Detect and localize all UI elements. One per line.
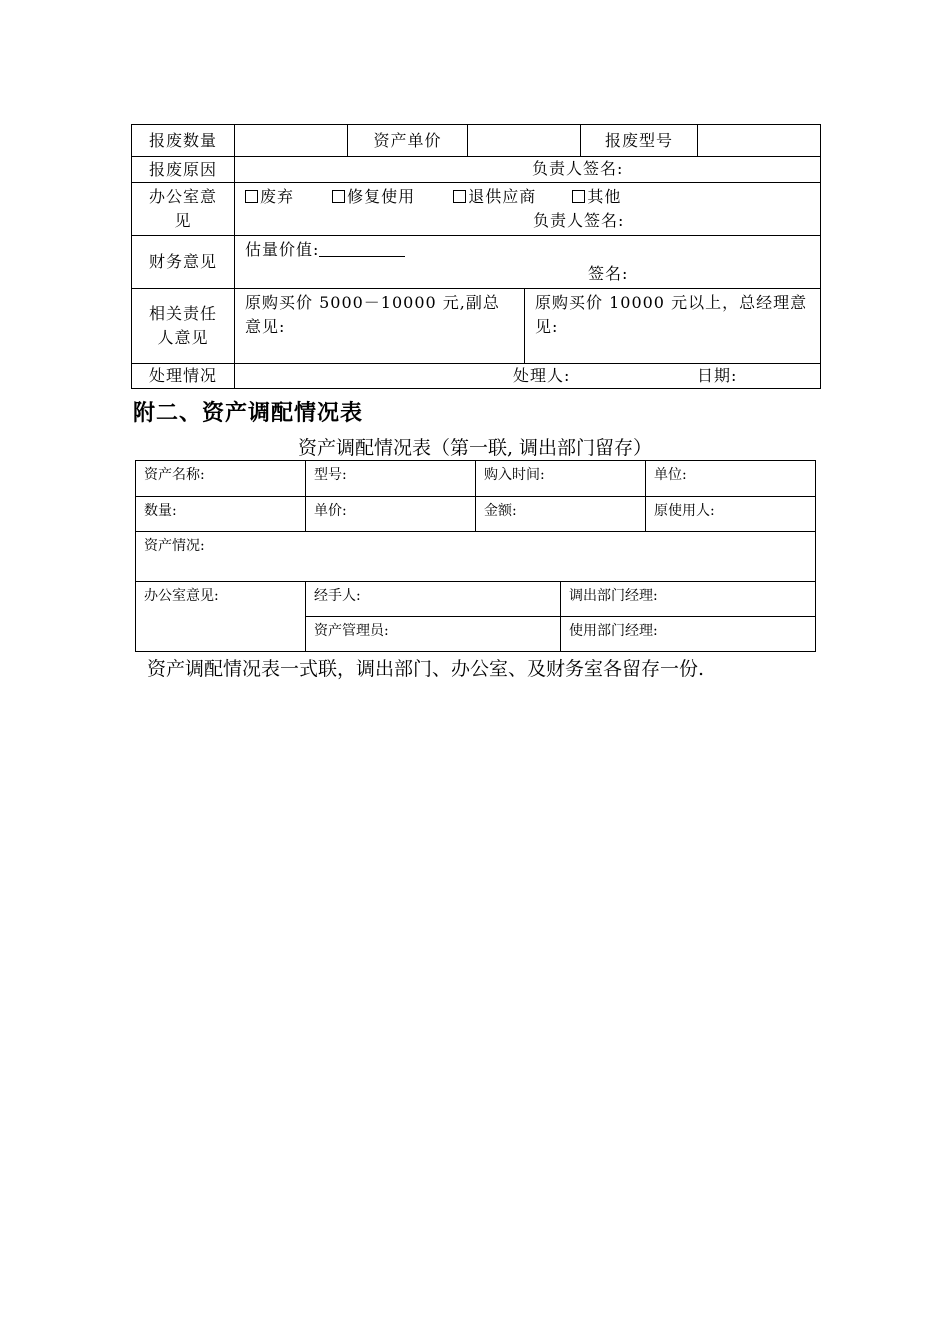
asset-name-field[interactable]: 资产名称: — [136, 461, 306, 497]
finance-opinion-field — [235, 236, 821, 289]
scrap-form-table — [131, 124, 821, 389]
option-discard[interactable]: 废弃 — [245, 187, 294, 206]
footnote: 资产调配情况表一式联，调出部门、办公室、及财务室各留存一份. — [147, 658, 705, 680]
checkbox-icon[interactable] — [572, 190, 585, 203]
finance-signature: 签名: — [588, 264, 629, 283]
handling-field — [235, 364, 821, 389]
option-other[interactable]: 其他 — [572, 187, 621, 206]
office-opinion-field-2[interactable]: 办公室意见: — [136, 582, 306, 652]
estimate-label: 估量价值: — [245, 240, 320, 259]
quantity-field[interactable]: 数量: — [136, 497, 306, 532]
amount-field[interactable]: 金额: — [476, 497, 646, 532]
section-heading: 附二、资产调配情况表 — [133, 401, 364, 426]
asset-status-field[interactable]: 资产情况: — [136, 532, 816, 582]
responsible-opinion-label-text: 相关责任人意见 — [148, 304, 217, 347]
unit-field[interactable]: 单位: — [646, 461, 816, 497]
checkbox-icon[interactable] — [332, 190, 345, 203]
purchase-time-field[interactable]: 购入时间: — [476, 461, 646, 497]
out-dept-manager-field[interactable]: 调出部门经理: — [561, 582, 816, 617]
option-repair[interactable]: 修复使用 — [332, 187, 415, 206]
office-opinion-field — [235, 183, 821, 236]
finance-opinion-label: 财务意见 — [132, 236, 235, 289]
unit-price-field[interactable] — [468, 125, 581, 157]
scrap-qty-field[interactable] — [235, 125, 348, 157]
model-field[interactable]: 型号: — [306, 461, 476, 497]
estimate-input[interactable] — [319, 240, 405, 257]
option-return-supplier[interactable]: 退供应商 — [453, 187, 536, 206]
vp-opinion-field[interactable]: 原购买价 5000－10000 元,副总意见: — [235, 289, 525, 364]
scrap-reason-field[interactable] — [235, 157, 821, 183]
scrap-model-label: 报废型号 — [581, 125, 698, 157]
handler-label: 处理人: — [513, 366, 571, 385]
office-signature: 负责人签名: — [533, 211, 625, 230]
office-opinion-label — [132, 183, 235, 236]
scrap-reason-label: 报废原因 — [132, 157, 235, 183]
gm-opinion-field[interactable]: 原购买价 10000 元以上，总经理意见: — [525, 289, 821, 364]
handler-field[interactable]: 经手人: — [306, 582, 561, 617]
unit-price-label: 资产单价 — [348, 125, 468, 157]
handling-label: 处理情况 — [132, 364, 235, 389]
transfer-form-title: 资产调配情况表（第一联, 调出部门留存） — [297, 437, 653, 459]
scrap-model-field[interactable] — [698, 125, 821, 157]
unit-price-field-2[interactable]: 单价: — [306, 497, 476, 532]
original-user-field[interactable]: 原使用人: — [646, 497, 816, 532]
checkbox-icon[interactable] — [453, 190, 466, 203]
responsible-opinion-label — [132, 289, 235, 364]
office-opinion-label-text: 办公室意见 — [148, 187, 217, 230]
date-label: 日期: — [697, 366, 738, 385]
checkbox-icon[interactable] — [245, 190, 258, 203]
reason-signature: 负责人签名: — [532, 159, 624, 178]
asset-admin-field[interactable]: 资产管理员: — [306, 617, 561, 652]
scrap-qty-label: 报废数量 — [132, 125, 235, 157]
user-dept-manager-field[interactable]: 使用部门经理: — [561, 617, 816, 652]
transfer-form-table — [135, 460, 816, 652]
